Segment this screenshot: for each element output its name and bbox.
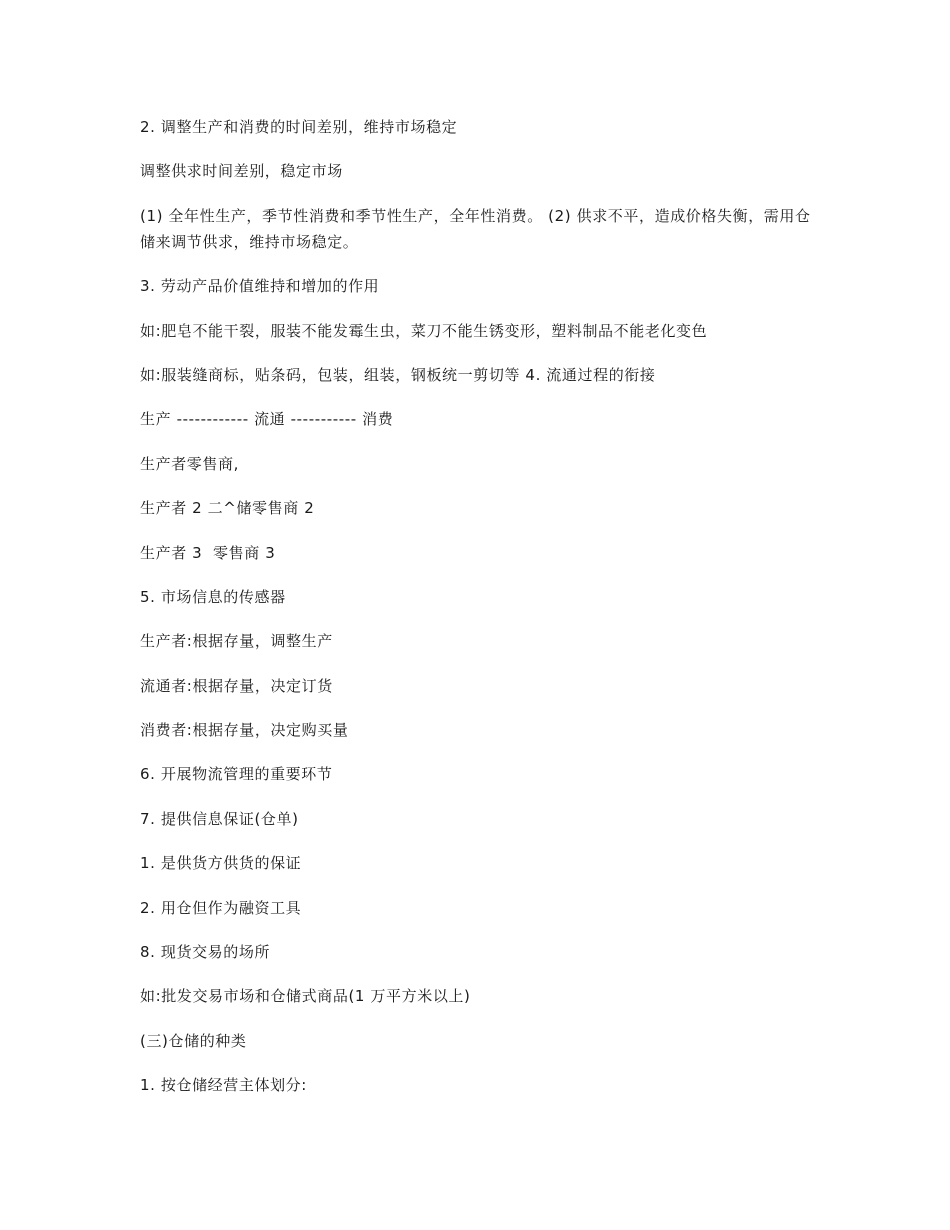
paragraph-heading-spot-trading: 8. 现货交易的场所 [140,943,271,962]
paragraph-seasonal-production: (1) 全年性生产，季节性消费和季节性生产，全年性消费。 (2) 供求不平，造成价格失衡，需用仓储来调节供求，维持市场稳定。 [140,206,811,251]
paragraph-heading-market-info: 5. 市场信息的传感器 [140,587,286,606]
paragraph-distributor-role: 流通者:根据存量，决定订货 [140,676,333,695]
paragraph-financing-tool: 2. 用仓但作为融资工具 [140,898,302,917]
paragraph-flow-chain: 生产 ------------ 流通 ----------- 消费 [140,410,394,429]
paragraph-supply-guarantee: 1. 是供货方供货的保证 [140,854,302,873]
document-body [140,114,820,1117]
paragraph-producer-retailer-1: 生产者零售商, [140,454,239,473]
paragraph-example-wholesale: 如:批发交易市场和仓储式商品(1 万平方米以上) [140,987,471,1006]
paragraph-supply-demand-time: 调整供求时间差别，稳定市场 [140,162,343,181]
paragraph-producer-retailer-3: 生产者 3 零售商 3 [140,543,276,562]
paragraph-producer-retailer-2: 生产者 2 二^储零售商 2 [140,499,315,518]
paragraph-heading-value-maintenance: 3. 劳动产品价值维持和增加的作用 [140,277,380,296]
paragraph-heading-info-guarantee: 7. 提供信息保证(仓单) [140,809,299,828]
paragraph-example-processing: 如:服装缝商标，贴条码，包装，组装，钢板统一剪切等 4. 流通过程的衔接 [140,365,656,384]
paragraph-classification-by-operator: 1. 按仓储经营主体划分: [140,1076,307,1095]
paragraph-heading-time-adjustment: 2. 调整生产和消费的时间差别，维持市场稳定 [140,118,458,136]
paragraph-heading-storage-types: (三)仓储的种类 [140,1031,247,1050]
paragraph-producer-role: 生产者:根据存量，调整生产 [140,632,333,651]
paragraph-consumer-role: 消费者:根据存量，决定购买量 [140,721,349,740]
paragraph-example-maintenance: 如:肥皂不能干裂，服装不能发霉生虫，菜刀不能生锈变形，塑料制品不能老化变色 [140,321,708,340]
paragraph-heading-logistics: 6. 开展物流管理的重要环节 [140,765,333,784]
